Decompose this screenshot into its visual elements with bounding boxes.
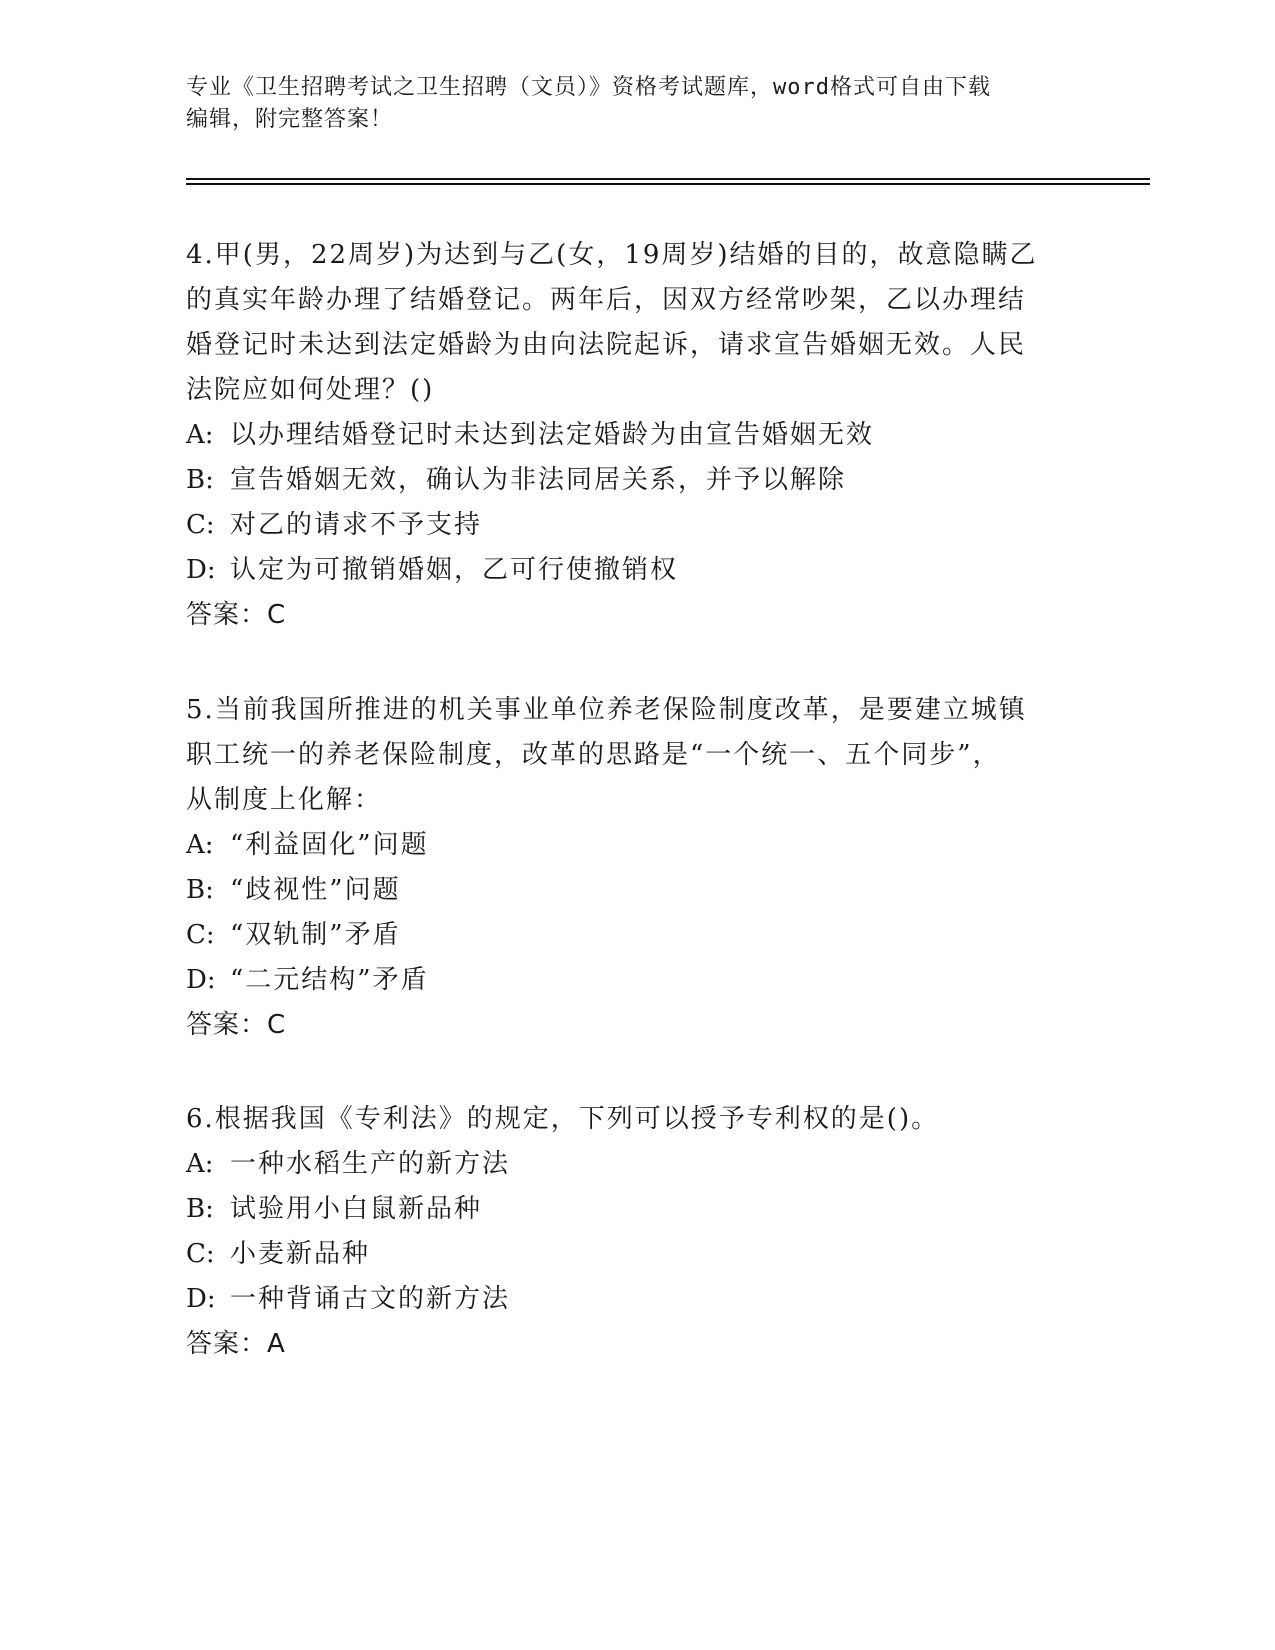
option-b — [186, 458, 1086, 503]
option-a — [186, 1142, 1086, 1187]
question-stem-line: 6.根据我国《专利法》的规定，下列可以授予专利权的是()。 — [186, 1104, 940, 1134]
question-stem-line: 从制度上化解： — [186, 785, 383, 815]
header-line-1: 专业《卫生招聘考试之卫生招聘（文员）》资格考试题库，word格式可自由下载 — [186, 75, 991, 100]
option-b — [186, 1187, 1086, 1232]
option-text: 对乙的请求不予支持 — [230, 510, 483, 540]
option-text: “利益固化”问题 — [230, 830, 429, 860]
option-text: 试验用小白鼠新品种 — [230, 1194, 483, 1224]
option-text: “双轨制”矛盾 — [230, 920, 401, 950]
header-divider-top — [186, 178, 1150, 180]
option-key: C: — [186, 1239, 215, 1269]
option-d — [186, 1277, 1086, 1322]
answer-line: 答案：A — [186, 1329, 286, 1359]
question-stem-line: 的真实年龄办理了结婚登记。两年后，因双方经常吵架，乙以办理结 — [186, 285, 1027, 315]
option-text: 一种背诵古文的新方法 — [230, 1284, 511, 1314]
option-a — [186, 823, 1086, 868]
header-line-2: 编辑，附完整答案！ — [186, 107, 394, 132]
option-text: 小麦新品种 — [230, 1239, 371, 1269]
question-stem-line: 5.当前我国所推进的机关事业单位养老保险制度改革，是要建立城镇 — [186, 695, 1027, 725]
document-header — [186, 72, 1086, 136]
option-c — [186, 1232, 1086, 1277]
question-stem-line: 4.甲(男，22周岁)为达到与乙(女，19周岁)结婚的目的，故意隐瞒乙 — [186, 240, 1038, 270]
option-c — [186, 503, 1086, 548]
option-key: C: — [186, 510, 215, 540]
option-d — [186, 548, 1086, 593]
option-text: “歧视性”问题 — [230, 875, 401, 905]
answer-line: 答案：C — [186, 1010, 287, 1040]
option-key: D: — [186, 965, 216, 995]
option-text: 以办理结婚登记时未达到法定婚龄为由宣告婚姻无效 — [230, 420, 875, 450]
question-stem-line: 法院应如何处理？() — [186, 375, 435, 405]
option-a — [186, 413, 1086, 458]
option-key: B: — [186, 875, 214, 905]
question-stem-line: 职工统一的养老保险制度，改革的思路是“一个统一、五个同步”， — [186, 740, 1001, 770]
option-key: B: — [186, 1194, 214, 1224]
option-key: A: — [186, 1149, 214, 1179]
option-b — [186, 868, 1086, 913]
question-6 — [186, 1097, 1086, 1367]
answer-line: 答案：C — [186, 600, 287, 630]
option-text: 一种水稻生产的新方法 — [230, 1149, 511, 1179]
option-text: “二元结构”矛盾 — [230, 965, 429, 995]
option-key: D: — [186, 1284, 216, 1314]
option-key: A: — [186, 420, 214, 450]
option-key: B: — [186, 465, 214, 495]
question-5 — [186, 688, 1086, 1048]
option-key: C: — [186, 920, 215, 950]
question-stem-line: 婚登记时未达到法定婚龄为由向法院起诉，请求宣告婚姻无效。人民 — [186, 330, 1027, 360]
option-text: 认定为可撤销婚姻，乙可行使撤销权 — [230, 555, 679, 585]
option-key: A: — [186, 830, 214, 860]
option-text: 宣告婚姻无效，确认为非法同居关系，并予以解除 — [230, 465, 847, 495]
header-divider-bottom — [186, 183, 1150, 185]
question-4 — [186, 233, 1086, 638]
option-key: D: — [186, 555, 216, 585]
option-c — [186, 913, 1086, 958]
option-d — [186, 958, 1086, 1003]
